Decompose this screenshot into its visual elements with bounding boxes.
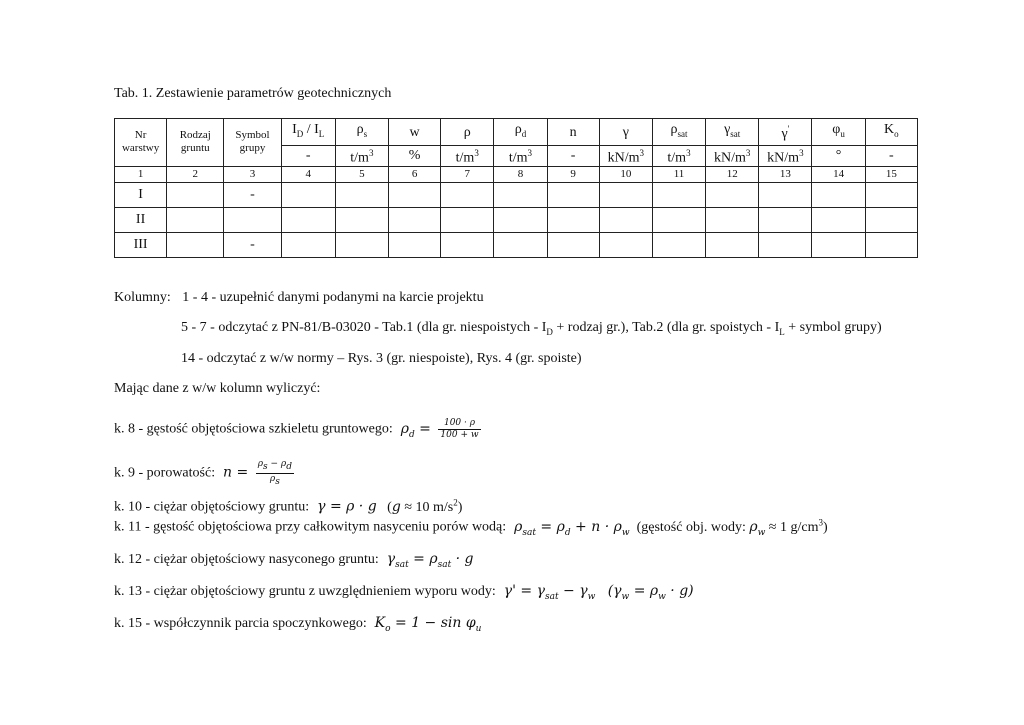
geotechnical-parameters-table [114, 118, 918, 258]
row-label: I [115, 182, 167, 207]
unit: $kN/m^3$ [599, 146, 652, 167]
unit: $t/m^3$ [335, 146, 388, 167]
unit: $t/m^3$ [441, 146, 494, 167]
formula-k12: k. 12 - ciężar objętościowy nasyconego gruntu: $\gamma_{sat} = \rho_{sat} \cdot g$ [114, 551, 474, 570]
formula-k13: k. 13 - ciężar objętościowy gruntu z uwzględnieniem wyporu wody: $\gamma' = \gamma_{sat} - \gamma_w$ $(\gamma_w = \rho_w \cdot g)$ [114, 583, 694, 602]
cell [224, 207, 281, 232]
note-line-1: 1 - 4 - uzupełnić danymi podanymi na karcie projektu [182, 290, 484, 305]
sym-rho-sat: $\rho_{sat}$ [652, 119, 705, 146]
sym-ko: $K_o$ [865, 119, 917, 146]
formula-k10: k. 10 - ciężar objętościowy gruntu: γ = ρ · g (g ≈ 10 $m/s^2$) [114, 497, 463, 515]
sym-gamma: γ [599, 119, 652, 146]
col-number: 10 [599, 166, 652, 182]
table-row [115, 207, 918, 232]
sym-rho-d: $\rho_d$ [494, 119, 547, 146]
unit: $t/m^3$ [494, 146, 547, 167]
col-number: 7 [441, 166, 494, 182]
cell [167, 182, 224, 207]
col-number: 15 [865, 166, 917, 182]
row-label: III [115, 232, 167, 257]
col-number: 11 [652, 166, 705, 182]
cell [167, 232, 224, 257]
col-number: 9 [547, 166, 599, 182]
unit: $t/m^3$ [652, 146, 705, 167]
unit: - [281, 146, 335, 167]
unit: $kN/m^3$ [759, 146, 812, 167]
sym-n: n [547, 119, 599, 146]
sym-id-il: $I_D / I_L$ [281, 119, 335, 146]
col-head-rodzaj: Rodzaj gruntu [167, 119, 224, 167]
col-number: 2 [167, 166, 224, 182]
col-number: 8 [494, 166, 547, 182]
sym-rho: ρ [441, 119, 494, 146]
note-line-3: 14 - odczytać z w/w normy – Rys. 3 (gr. niespoiste), Rys. 4 (gr. spoiste) [181, 351, 582, 366]
note-line-2: 5 - 7 - odczytać z PN-81/B-03020 - Tab.1 (dla gr. niespoistych - $I_D$ + rodzaj gr.), Tab.2 (dla gr. spoistych - $I_L$ + symbol grupy) [181, 320, 882, 337]
col-head-nr: Nr warstwy [115, 119, 167, 167]
col-head-symbol: Symbol grupy [224, 119, 281, 167]
notes-kolumny [114, 290, 484, 306]
formula-k9: k. 9 - porowatość: n = $\frac{\rho_s - \rho_d}{\rho_s}$ [114, 459, 292, 487]
cell [167, 207, 224, 232]
row-label: II [115, 207, 167, 232]
unit: % [388, 146, 440, 167]
kolumny-label: Kolumny: [114, 290, 171, 305]
formula-k15: k. 15 - współczynnik parcia spoczynkowego: $K_o = 1 - \sin \varphi_u$ [114, 615, 482, 634]
col-number: 5 [335, 166, 388, 182]
table-row [115, 232, 918, 257]
formula-k8: k. 8 - gęstość objętościowa szkieletu gruntowego: $\rho_d$ = $\frac{100 \cdot \rho}{100 + w}$ [114, 418, 479, 440]
sym-gamma-sat: $\gamma_{sat}$ [706, 119, 759, 146]
table-row [115, 182, 918, 207]
sym-gamma-prime: γ' [759, 119, 812, 146]
table-caption: Tab. 1. Zestawienie parametrów geotechnicznych [114, 86, 392, 101]
col-number: 1 [115, 166, 167, 182]
cell: - [224, 182, 281, 207]
sym-w: w [388, 119, 440, 146]
col-number: 3 [224, 166, 281, 182]
formula-k11: k. 11 - gęstość objętościowa przy całkowitym nasyceniu porów wodą: $\rho_{sat} = \rho_d + n \cdot \rho_w$ (gęstość obj. wody: $\rho_w \approx 1$ $g/cm^3$) [114, 517, 828, 538]
sym-rho-s: $\rho_s$ [335, 119, 388, 146]
col-number: 4 [281, 166, 335, 182]
cell: - [224, 232, 281, 257]
unit: $kN/m^3$ [706, 146, 759, 167]
unit: - [865, 146, 917, 167]
col-number: 14 [812, 166, 865, 182]
unit: ° [812, 146, 865, 167]
unit: - [547, 146, 599, 167]
col-number: 13 [759, 166, 812, 182]
note-intro: Mając dane z w/w kolumn wyliczyć: [114, 381, 321, 396]
sym-phi-u: $\varphi_u$ [812, 119, 865, 146]
col-number: 6 [388, 166, 440, 182]
col-number: 12 [706, 166, 759, 182]
